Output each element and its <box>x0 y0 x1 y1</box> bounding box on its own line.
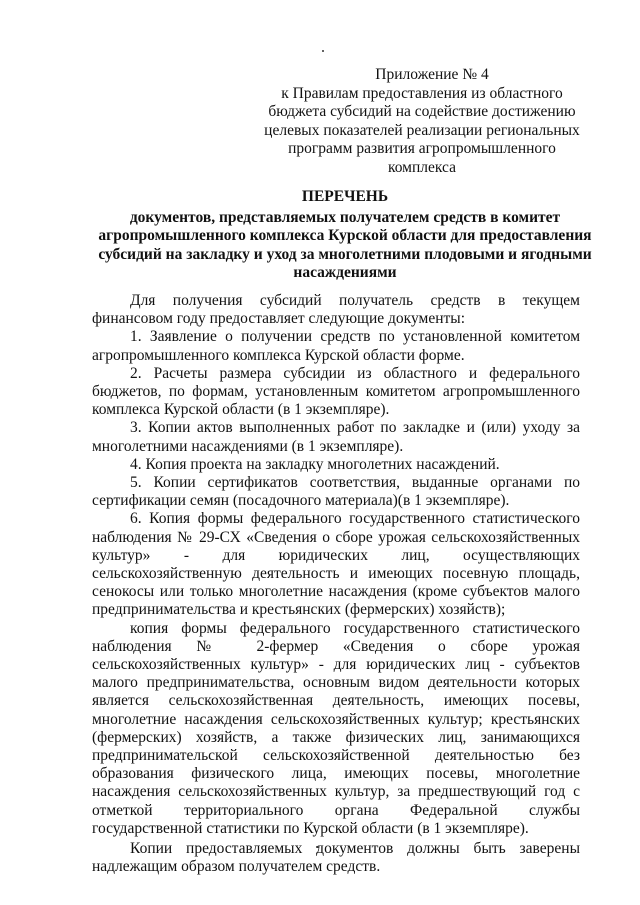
title-subtitle: документов, представляемых получателем средств в комитет агропромышленного комплекса Курской области для предоставления субсидий на закладку и уход за многолетними плодовыми и ягодными насаждениями <box>98 208 592 281</box>
list-item: 5. Копии сертификатов соответствия, выданные органами по сертификации семян (посадочного материала)(в 1 экземпляре). <box>92 474 580 510</box>
appendix-line: комплекса <box>387 158 456 176</box>
title-heading: ПЕРЕЧЕНЬ <box>301 188 389 205</box>
document-title <box>80 188 610 283</box>
intro-paragraph: Для получения субсидий получатель средств в текущем финансовом году предоставляет следующие документы: <box>92 292 580 328</box>
list-item: 1. Заявление о получении средств по установленной комитетом агропромышленного комплекса Курской области форме. <box>92 328 580 364</box>
appendix-line: программ развития агропромышленного <box>288 140 556 157</box>
scan-speck <box>322 50 324 52</box>
list-item: копия формы федерального государственного статистического наблюдения № 2-фермер «Сведения о сборе урожая сельскохозяйственных культур» - для юридических лиц - субъектов малого предпринимательства, основным видом деятельности которых является сельскохозяйственная деятельность, имеющих посевы, многолетние насаждения сельскохозяйственных культур; крестьянских (фермерских) хозяйств, а также физических лиц, занимающихся предпринимательской сельскохозяйственной деятельностью без образования физического лица, имеющих посевы, многолетние насаждения сельскохозяйственных культур, за предшествующий год с отметкой территориального органа Федеральной службы государственной статистики по Курской области (в 1 экземпляре). <box>92 619 580 837</box>
appendix-line: бюджета субсидий на содействие достижению <box>268 103 576 120</box>
appendix-number: Приложение № 4 <box>375 66 489 83</box>
list-item: 6. Копия формы федерального государственного статистического наблюдения № 29-СХ «Сведения о сборе урожая сельскохозяйственных культур» - для юридических лиц, осуществляющих сельскохозяйственную деятельность и имеющих посевную площадь, сенокосы или только многолетние насаждения (кроме субъектов малого предпринимательства и крестьянских (фермерских) хозяйств); <box>92 510 580 619</box>
document-body <box>92 292 580 877</box>
appendix-line: целевых показателей реализации региональных <box>264 121 580 139</box>
closing-paragraph: Копии предоставляемых документов должны быть заверены надлежащим образом получателем средств. <box>92 840 580 876</box>
list-item: 4. Копия проекта на закладку многолетних насаждений. <box>130 455 500 473</box>
list-item: 3. Копии актов выполненных работ по закладке и (или) уходу за многолетними насаждениями (в 1 экземпляре). <box>92 419 580 455</box>
appendix-header <box>262 66 582 177</box>
list-item: 2. Расчеты размера субсидии из областного и федерального бюджетов, по формам, установленным комитетом агропромышленного комплекса Курской области (в 1 экземпляре). <box>92 364 580 419</box>
appendix-line: к Правилам предоставления из областного <box>281 84 563 102</box>
